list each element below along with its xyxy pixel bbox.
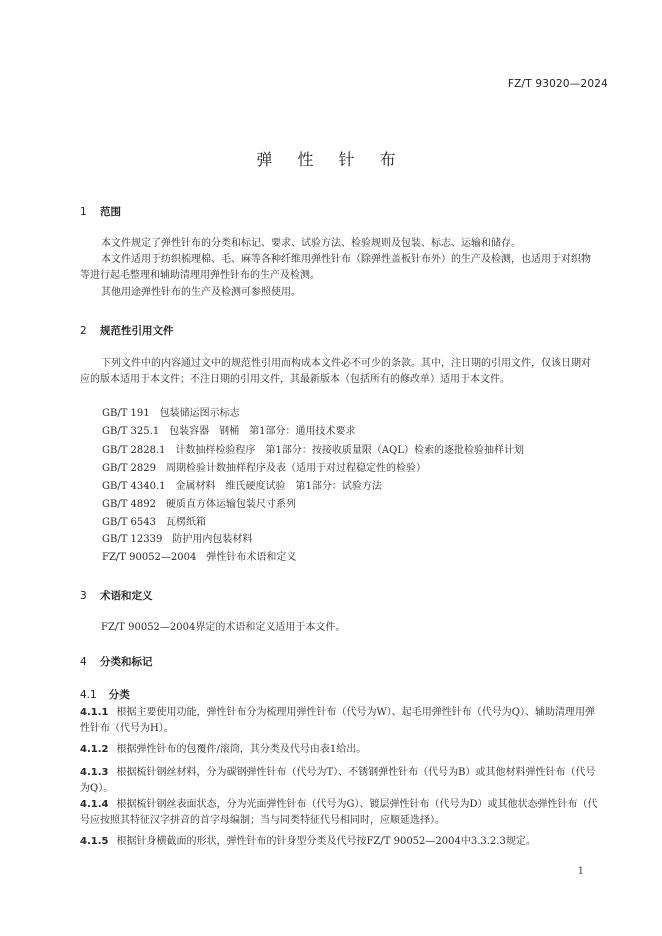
section-number: 4 xyxy=(80,656,87,668)
reference-item: GB/T 4340.1 金属材料 维氏硬度试验 第1部分：试验方法 xyxy=(102,481,382,492)
clause-number: 4.1.2 xyxy=(80,744,109,755)
section-3-paragraph-1: FZ/T 90052—2004界定的术语和定义适用于本文件。 xyxy=(101,622,346,633)
section-1-heading xyxy=(80,204,121,219)
clause-text: 根据针身横截面的形状，弹性针布的针身型分类及代号按FZ/T 90052—2004中3.3.2.3规定。 xyxy=(116,836,536,847)
subsection-4-1-heading xyxy=(80,687,130,702)
page-number: 1 xyxy=(577,866,584,877)
reference-item: GB/T 6543 瓦楞纸箱 xyxy=(102,517,207,528)
clause-number: 4.1.4 xyxy=(80,799,109,810)
reference-item: FZ/T 90052—2004 弹性针布术语和定义 xyxy=(102,552,297,563)
section-number: 3 xyxy=(80,590,87,602)
reference-item: GB/T 325.1 包装容器 钢桶 第1部分：通用技术要求 xyxy=(102,426,356,437)
reference-item: GB/T 4892 硬质直方体运输包装尺寸系列 xyxy=(102,499,297,510)
clause-number: 4.1.3 xyxy=(80,767,109,778)
clause-4-1-4 xyxy=(80,797,598,829)
document-title: 弹 性 针 布 xyxy=(256,150,406,169)
subsection-number: 4.1 xyxy=(80,689,97,701)
section-3-heading xyxy=(80,588,153,603)
section-title: 范围 xyxy=(100,206,121,218)
reference-item: GB/T 12339 防护用内包装材料 xyxy=(102,534,253,545)
section-2-intro: 下列文件中的内容通过文中的规范性引用而构成本文件必不可少的条款。其中，注日期的引用文件，仅该日期对应的版本适用于本文件；不注日期的引用文件，其最新版本（包括所有的修改单）适用于本文件。 xyxy=(80,358,591,385)
reference-item: GB/T 2828.1 计数抽样检验程序 第1部分：按接收质量限（AQL）检索的逐批检验抽样计划 xyxy=(102,445,524,456)
section-1-paragraph-2: 本文件适用于纺织梳理棉、毛、麻等各种纤维用弹性针布（除弹性盖板针布外）的生产及检测，也适用于对织物等进行起毛整理和辅助清理用弹性针布的生产及检测。 xyxy=(80,254,591,281)
clause-text: 根据梳针钢丝表面状态，分为光面弹性针布（代号为G）、镀层弹性针布（代号为D）或其他状态弹性针布（代号应按照其特征汉字拼音的首字母编制；当与同类特征代号相同时，应顺延选择）。 xyxy=(80,799,598,826)
clause-4-1-1 xyxy=(80,705,598,737)
clause-text: 根据弹性针布的包覆件/滚筒，其分类及代号由表1给出。 xyxy=(116,744,367,755)
clause-4-1-2 xyxy=(80,742,598,758)
clause-number: 4.1.1 xyxy=(80,707,109,718)
clause-text: 根据梳针钢丝材料，分为碳钢弹性针布（代号为T）、不锈钢弹性针布（代号为B）或其他材料弹性针布（代号为Q）。 xyxy=(80,767,596,794)
section-1-paragraph-3: 其他用途弹性针布的生产及检测可参照使用。 xyxy=(101,287,301,298)
section-title: 规范性引用文件 xyxy=(100,325,174,337)
section-2-heading xyxy=(80,323,174,338)
section-4-heading xyxy=(80,654,153,669)
clause-number: 4.1.5 xyxy=(80,836,109,847)
section-title: 分类和标记 xyxy=(100,656,153,668)
subsection-title: 分类 xyxy=(108,689,130,701)
section-title: 术语和定义 xyxy=(100,590,153,602)
section-1-paragraph-1: 本文件规定了弹性针布的分类和标记、要求、试验方法、检验规则及包装、标志、运输和储存。 xyxy=(101,238,521,249)
section-number: 2 xyxy=(80,325,87,337)
clause-text: 根据主要使用功能，弹性针布分为梳理用弹性针布（代号为W）、起毛用弹性针布（代号为Q）、辅助清理用弹性针布（代号为H）。 xyxy=(80,707,595,734)
standard-code: FZ/T 93020—2024 xyxy=(507,78,608,90)
reference-item: GB/T 191 包装储运图示标志 xyxy=(102,408,240,419)
reference-item: GB/T 2829 周期检验计数抽样程序及表（适用于对过程稳定性的检验） xyxy=(102,463,427,474)
section-number: 1 xyxy=(80,206,87,218)
clause-4-1-5 xyxy=(80,834,598,850)
clause-4-1-3 xyxy=(80,765,598,797)
